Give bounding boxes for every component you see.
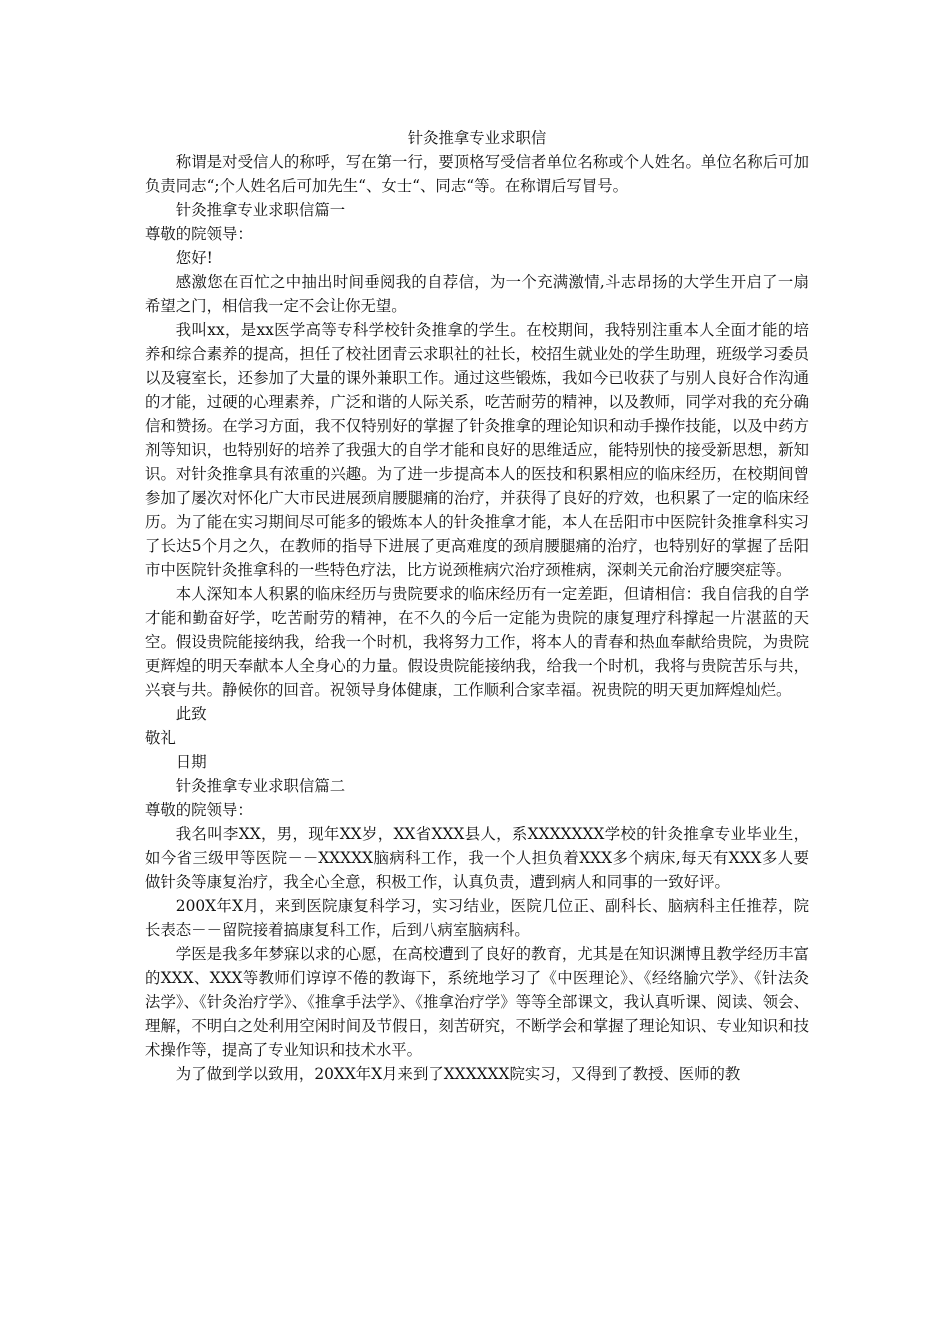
closing: 此致 [175,705,207,723]
greeting: 您好! [175,249,213,267]
paragraph: 200X年X月，来到医院康复科学习，实习结业，医院几位正、副科长、脑病科主任推荐，院长表态－－留院接着搞康复科工作，后到八病室脑病科。 [145,897,809,939]
document-page [145,126,809,1086]
closing-salute: 敬礼 [145,729,176,747]
date-line: 日期 [175,753,207,771]
paragraph: 本人深知本人积累的临床经历与贵院要求的临床经历有一定差距，但请相信：我自信我的自学才能和勤奋好学，吃苦耐劳的精神，在不久的今后一定能为贵院的康复理疗科撑起一片湛蓝的天空。假设贵院能接纳我，给我一个时机，我将努力工作，将本人的青春和热血奉献给贵院，为贵院更辉煌的明天奉献本人全身心的力量。假设贵院能接纳我，给我一个时机，我将与贵院苦乐与共，兴衰与共。静候你的回音。祝领导身体健康，工作顺利合家幸福。祝贵院的明天更加辉煌灿烂。 [145,585,809,699]
paragraph: 感激您在百忙之中抽出时间垂阅我的自荐信，为一个充满激情,斗志昂扬的大学生开启了一扇希望之门，相信我一定不会让你无望。 [145,273,809,315]
paragraph: 我叫xx，是xx医学高等专科学校针灸推拿的学生。在校期间，我特别注重本人全面才能的培养和综合素养的提高，担任了校社团青云求职社的社长，校招生就业处的学生助理，班级学习委员以及寝室长，还参加了大量的课外兼职工作。通过这些锻炼，我如今已收获了与别人良好合作沟通的才能，过硬的心理素养，广泛和谐的人际关系，吃苦耐劳的精神，以及教师，同学对我的充分确信和赞扬。在学习方面，我不仅特别好的掌握了针灸推拿的理论知识和动手操作技能，以及中药方剂等知识，也特别好的培养了我强大的自学才能和良好的思维适应，能特别快的接受新思想，新知识。对针灸推拿具有浓重的兴趣。为了进一步提高本人的医技和积累相应的临床经历，在校期间曾参加了屡次对怀化广大市民进展颈肩腰腿痛的治疗，并获得了良好的疗效，也积累了一定的临床经历。为了能在实习期间尽可能多的锻炼本人的针灸推拿才能，本人在岳阳市中医院针灸推拿科实习了长达5个月之久，在教师的指导下进展了更高难度的颈肩腰腿痛的治疗，也特别好的掌握了岳阳市中医院针灸推拿科的一些特色疗法，比方说颈椎病穴治疗颈椎病，深刺关元俞治疗腰突症等。 [145,321,809,579]
salutation: 尊敬的院领导： [145,225,253,243]
document-title: 针灸推拿专业求职信 [407,129,547,147]
section-heading: 针灸推拿专业求职信篇一 [175,201,346,219]
section-heading: 针灸推拿专业求职信篇二 [175,777,346,795]
salutation: 尊敬的院领导： [145,801,253,819]
paragraph: 称谓是对受信人的称呼，写在第一行，要顶格写受信者单位名称或个人姓名。单位名称后可加负责同志“;个人姓名后可加先生“、女士“、同志“等。在称谓后写冒号。 [145,153,809,195]
paragraph: 学医是我多年梦寐以求的心愿，在高校遭到了良好的教育，尤其是在知识渊博且教学经历丰富的XXX、XXX等教师们谆谆不倦的教诲下，系统地学习了《中医理论》、《经络腧穴学》、《针法灸法学》、《针灸治疗学》、《推拿手法学》、《推拿治疗学》等等全部课文，我认真听课、阅读、领会、理解，不明白之处利用空闲时间及节假日，刻苦研究，不断学会和掌握了理论知识、专业知识和技术操作等，提高了专业知识和技术水平。 [145,945,809,1059]
paragraph: 为了做到学以致用，20XX年X月来到了XXXXXX院实习，又得到了教授、医师的教 [175,1065,741,1083]
paragraph: 我名叫李XX，男，现年XX岁，XX省XXX县人，系XXXXXXX学校的针灸推拿专业毕业生，如今省三级甲等医院－－XXXXX脑病科工作，我一个人担负着XXX多个病床,每天有XXX多人要做针灸等康复治疗，我全心全意，积极工作，认真负责，遭到病人和同事的一致好评。 [145,825,809,891]
